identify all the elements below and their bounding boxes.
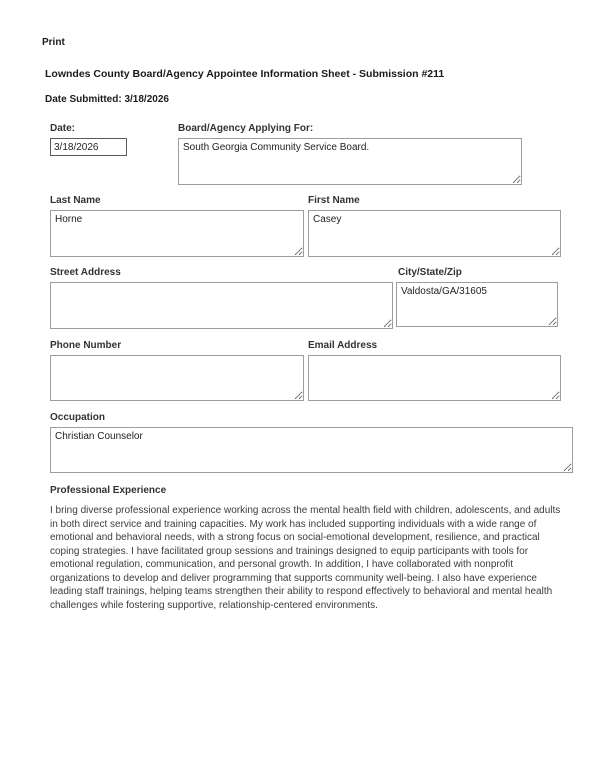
last-name-label: Last Name [50,195,101,206]
print-button[interactable]: Print [42,37,65,48]
board-agency-field-group [178,123,522,185]
date-label: Date: [50,123,76,134]
city-state-zip-textarea[interactable] [396,282,558,327]
last-name-textarea[interactable] [50,210,304,257]
occupation-label: Occupation [50,412,106,423]
date-field-group [50,123,127,156]
street-address-textarea[interactable] [50,282,393,329]
occupation-field-group [50,412,573,473]
phone-textarea[interactable] [50,355,304,401]
first-name-textarea[interactable] [308,210,561,257]
first-name-label: First Name [308,195,360,206]
email-textarea[interactable] [308,355,561,401]
date-input[interactable] [50,138,127,156]
last-name-field-group [50,195,304,257]
phone-field-group [50,340,304,401]
board-agency-label: Board/Agency Applying For: [178,123,314,134]
street-address-label: Street Address [50,267,121,278]
email-field-group [308,340,561,401]
professional-experience-heading: Professional Experience [50,485,167,496]
email-label: Email Address [308,340,378,351]
city-state-zip-label: City/State/Zip [398,267,462,278]
professional-experience-text: I bring diverse professional experience working across the mental health field with children, adolescents, and adults in both direct service and training capacities. My work has included supporting individuals with a wide range of emotional and behavioral needs, with a strong focus on social-emotional development, resilience, and practical coping strategies. I have facilitated group sessions and trainings designed to equip participants with tools for emotional regulation, communication, and personal growth. In addition, I have collaborated with nonprofit organizations to develop and deliver programming that supports community well-being. I also have experience leading staff trainings, helping teams strengthen their ability to respond effectively to behavioral and mental health challenges while fostering supportive, relationship-centered environments. [50,505,561,611]
street-address-field-group [50,267,393,329]
board-agency-textarea[interactable] [178,138,522,185]
city-state-zip-field-group [396,267,558,327]
page-title: Lowndes County Board/Agency Appointee Information Sheet - Submission #211 [45,68,445,80]
date-submitted-text: Date Submitted: 3/18/2026 [45,94,169,105]
occupation-textarea[interactable] [50,427,573,473]
first-name-field-group [308,195,561,257]
phone-label: Phone Number [50,340,122,351]
